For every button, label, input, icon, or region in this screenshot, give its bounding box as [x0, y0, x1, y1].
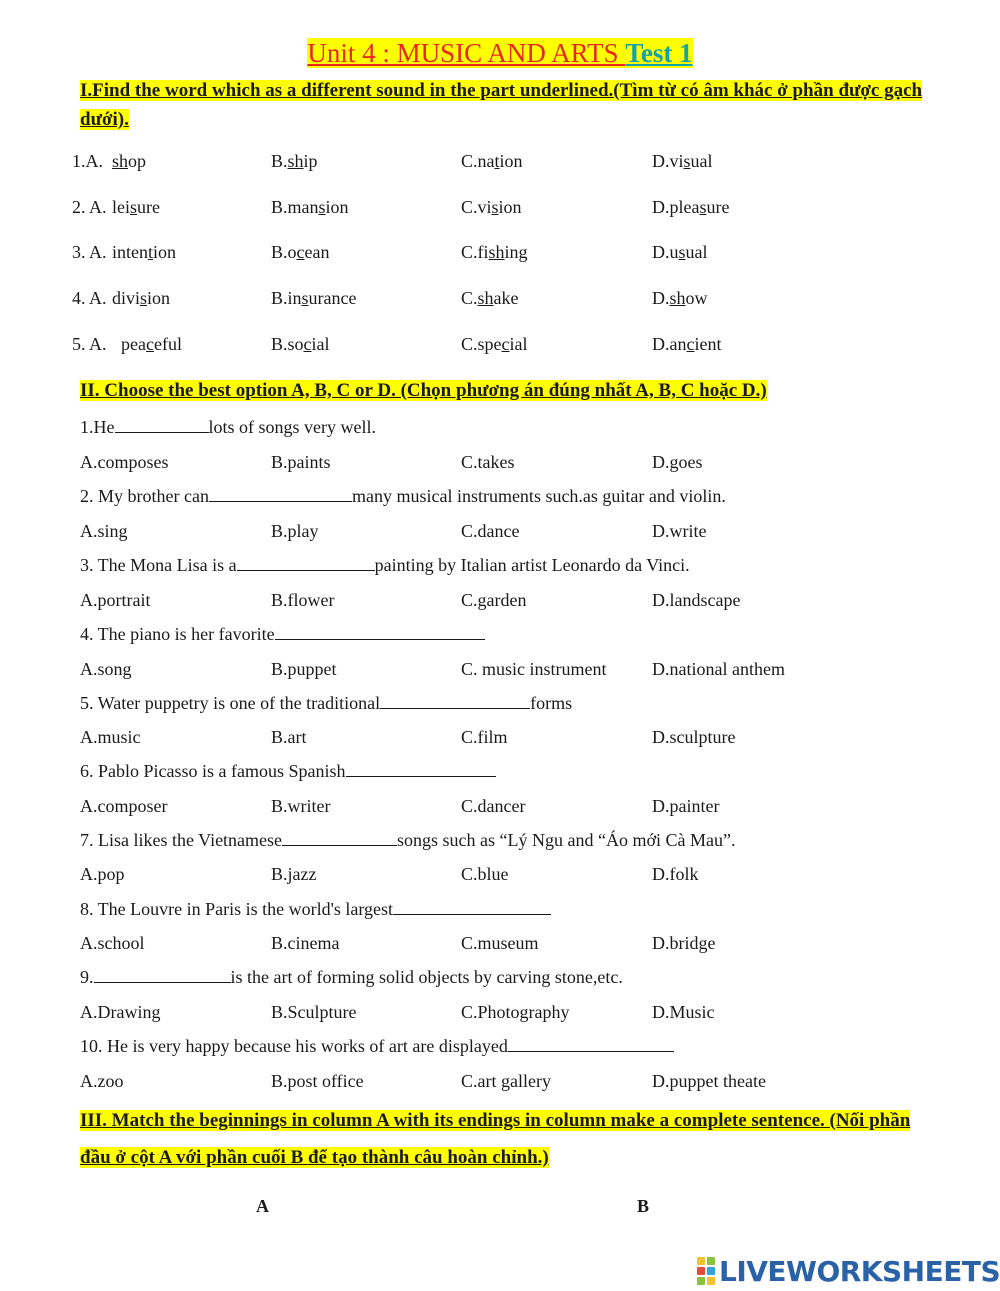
option-c[interactable]: C.dancer	[461, 796, 526, 816]
option-c[interactable]: C.fishing	[461, 242, 528, 262]
option-c[interactable]: C.museum	[461, 933, 539, 953]
section-1-heading	[80, 76, 930, 134]
option-a[interactable]: A.portrait	[80, 590, 151, 610]
option-c[interactable]: C.art gallery	[461, 1071, 551, 1091]
option-a[interactable]: A.zoo	[80, 1071, 124, 1091]
liveworksheets-logo	[697, 1253, 1000, 1289]
option-d[interactable]: D.Music	[652, 1002, 715, 1022]
option-b[interactable]: B.play	[271, 521, 319, 541]
option-b[interactable]: B.paints	[271, 452, 331, 472]
brand-name: LIVEWORKSHEETS	[719, 1254, 1000, 1288]
option-d[interactable]: D.usual	[652, 242, 708, 262]
question-number: 5. A.	[72, 334, 107, 354]
question-number: 4. A.	[72, 288, 107, 308]
option-c[interactable]: C.Photography	[461, 1002, 570, 1022]
answer-blank[interactable]	[115, 416, 209, 433]
answer-blank[interactable]	[393, 898, 551, 915]
question-stem: 5. Water puppetry is one of the traditional forms	[80, 693, 573, 713]
title-test: Test 1	[625, 38, 693, 68]
question-stem: 1.He lots of songs very well.	[80, 417, 376, 437]
option-d[interactable]: D.write	[652, 521, 707, 541]
option-a[interactable]: A.composer	[80, 796, 168, 816]
option-c[interactable]: C.dance	[461, 521, 520, 541]
option-c[interactable]: C.takes	[461, 452, 515, 472]
option-c[interactable]: C.garden	[461, 590, 527, 610]
answer-blank[interactable]	[380, 692, 530, 709]
option-b[interactable]: B.ocean	[271, 242, 330, 262]
pronunciation-row	[0, 194, 1000, 220]
question-stem: 9. is the art of forming solid objects by carving stone,etc.	[80, 967, 623, 987]
answer-blank[interactable]	[346, 760, 496, 777]
option-d[interactable]: D.landscape	[652, 590, 741, 610]
column-a-header: A	[256, 1196, 269, 1216]
option-a[interactable]: division	[112, 288, 171, 308]
section-1-heading-text: I.Find the word which as a different sound in the part underlined.(Tìm từ có âm khác ở phần được gạch dưới).	[80, 80, 923, 130]
answer-blank[interactable]	[209, 485, 352, 502]
options-row	[0, 930, 1000, 956]
question-stem: 2. My brother can many musical instruments such.as guitar and violin.	[80, 486, 726, 506]
question-number: 3. A.	[72, 242, 107, 262]
question-stem: 10. He is very happy because his works of art are displayed	[80, 1033, 674, 1059]
option-b[interactable]: B.Sculpture	[271, 1002, 357, 1022]
option-a[interactable]: leisure	[112, 197, 160, 217]
answer-blank[interactable]	[237, 554, 375, 571]
section-2-heading-text: II. Choose the best option A, B, C or D. (Chọn phương án đúng nhất A, B, C hoặc D.)	[80, 380, 767, 401]
option-d[interactable]: D.painter	[652, 796, 720, 816]
options-row	[0, 861, 1000, 887]
section-3-heading	[80, 1102, 920, 1176]
question-number: 2. A.	[72, 197, 107, 217]
options-row	[0, 999, 1000, 1025]
option-d[interactable]: D.goes	[652, 452, 703, 472]
option-b[interactable]: B.art	[271, 727, 307, 747]
option-c[interactable]: C.shake	[461, 288, 519, 308]
question-stem: 7. Lisa likes the Vietnamese songs such as “Lý Ngu and “Áo mới Cà Mau”.	[80, 830, 736, 850]
pronunciation-row	[0, 239, 1000, 265]
option-d[interactable]: D.ancient	[652, 334, 722, 354]
option-c[interactable]: C.film	[461, 727, 508, 747]
option-b[interactable]: B.post office	[271, 1071, 364, 1091]
title-unit: Unit 4 : MUSIC AND ARTS	[307, 38, 626, 68]
option-a[interactable]: shop	[112, 151, 147, 171]
column-b-header: B	[637, 1196, 650, 1216]
option-a[interactable]: intention	[112, 242, 177, 262]
option-b[interactable]: B.jazz	[271, 864, 317, 884]
option-b[interactable]: B.social	[271, 334, 330, 354]
answer-blank[interactable]	[508, 1035, 674, 1052]
option-d[interactable]: D.sculpture	[652, 727, 736, 747]
options-row	[0, 656, 1000, 682]
option-c[interactable]: C.blue	[461, 864, 509, 884]
answer-blank[interactable]	[275, 623, 485, 640]
question-number: 1.A.	[72, 151, 103, 171]
pronunciation-row	[0, 148, 1000, 174]
option-a[interactable]: A.song	[80, 659, 132, 679]
option-b[interactable]: B.mansion	[271, 197, 349, 217]
page-title	[0, 38, 1000, 68]
pronunciation-row	[0, 285, 1000, 311]
option-a[interactable]: A.Drawing	[80, 1002, 161, 1022]
option-b[interactable]: B.insurance	[271, 288, 357, 308]
question-stem: 3. The Mona Lisa is a painting by Italian artist Leonardo da Vinci.	[80, 555, 690, 575]
option-d[interactable]: D.visual	[652, 151, 713, 171]
answer-blank[interactable]	[94, 966, 231, 983]
question-stem: 6. Pablo Picasso is a famous Spanish	[80, 758, 496, 784]
option-a[interactable]: A.sing	[80, 521, 128, 541]
option-b[interactable]: B.flower	[271, 590, 335, 610]
option-b[interactable]: B.ship	[271, 151, 318, 171]
option-c[interactable]: C. music instrument	[461, 659, 607, 679]
option-a[interactable]: A.school	[80, 933, 145, 953]
option-a[interactable]: peaceful	[112, 334, 182, 354]
options-row	[0, 793, 1000, 819]
option-c[interactable]: C.special	[461, 334, 528, 354]
section-3-heading-text: III. Match the beginnings in column A with its endings in column make a complete sentence. (Nối phần đầu ở cột A với phần cuối B để tạo thành câu hoàn chỉnh.)	[80, 1110, 911, 1168]
option-d[interactable]: D.national anthem	[652, 659, 785, 679]
option-d[interactable]: D.folk	[652, 864, 699, 884]
option-a[interactable]: A.pop	[80, 864, 125, 884]
options-row	[0, 587, 1000, 613]
option-b[interactable]: B.writer	[271, 796, 331, 816]
option-a[interactable]: A.music	[80, 727, 141, 747]
options-row	[0, 518, 1000, 544]
option-a[interactable]: A.composes	[80, 452, 169, 472]
pronunciation-row	[0, 331, 1000, 357]
option-b[interactable]: B.puppet	[271, 659, 337, 679]
option-d[interactable]: D.pleasure	[652, 197, 730, 217]
option-c[interactable]: C.vision	[461, 197, 522, 217]
options-row	[0, 724, 1000, 750]
liveworksheets-logo-icon	[697, 1257, 715, 1285]
answer-blank[interactable]	[282, 829, 397, 846]
option-d[interactable]: D.bridge	[652, 933, 716, 953]
option-d[interactable]: D.puppet theate	[652, 1071, 766, 1091]
options-row	[0, 1068, 1000, 1094]
option-d[interactable]: D.show	[652, 288, 708, 308]
question-stem: 4. The piano is her favorite	[80, 621, 485, 647]
question-stem: 8. The Louvre in Paris is the world's largest	[80, 896, 551, 922]
option-b[interactable]: B.cinema	[271, 933, 340, 953]
option-c[interactable]: C.nation	[461, 151, 523, 171]
section-2-heading	[80, 378, 767, 404]
options-row	[0, 449, 1000, 475]
